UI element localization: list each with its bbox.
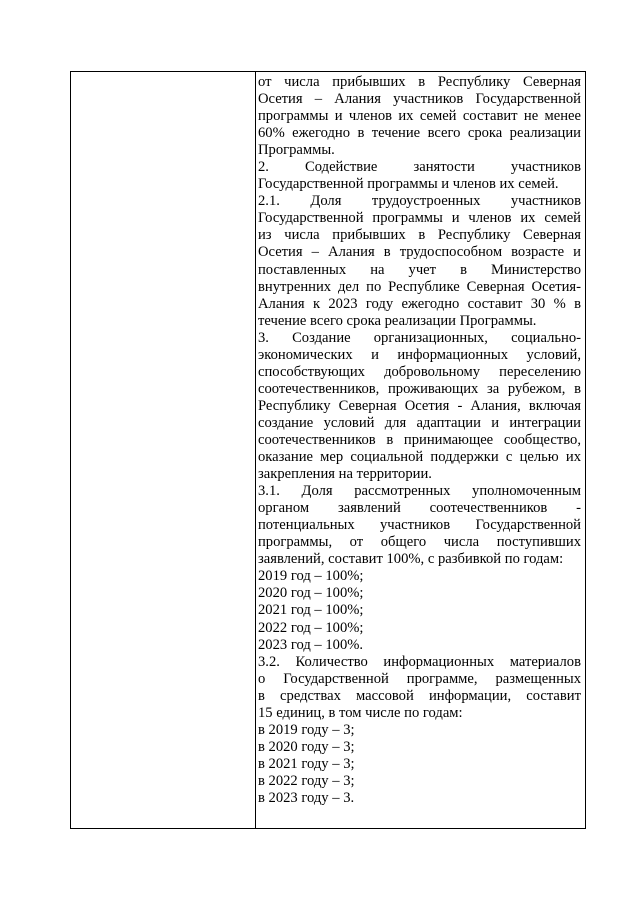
text-line: потенциальных участников Государственной [258,517,581,534]
text-line: Программы. [258,142,335,159]
text-line: внутренних дел по Республике Северная Осетия- [258,278,581,295]
text-line: Республику Северная Осетия - Алания, включая [258,397,581,414]
text-line: Осетия – Алания в трудоспособном возрасте и [258,244,581,261]
text-line: из числа прибывших в Республику Северная [258,227,581,244]
text-line: 3.1. Доля рассмотренных уполномоченным [258,483,581,500]
text-line: способствующих добровольному переселению [258,363,581,380]
text-line: 2021 год – 100%; [258,602,364,619]
text-line: 2020 год – 100%; [258,585,364,602]
text-line: соотечественников в принимающее сообщество, [258,431,581,448]
text-line: Осетия – Алания участников Государственной [258,91,581,108]
text-line: 60% ежегодно в течение всего срока реализации [258,125,581,142]
table-left-column [71,72,256,828]
text-line: программы, от общего числа поступивших [258,534,581,551]
text-line: экономических и информационных условий, [258,346,581,363]
text-line: о Государственной программе, размещенных [258,670,581,687]
text-line: создание условий для адаптации и интеграции [258,414,581,431]
text-line: в 2023 году – 3. [258,789,355,806]
table-right-column [256,72,585,828]
text-line: программы и членов их семей составит не менее [258,108,581,125]
text-line: соотечественников, проживающих за рубежом, в [258,380,581,397]
text-line: 3.2. Количество информационных материалов [258,653,581,670]
text-line: 2022 год – 100%; [258,619,364,636]
text-line: 3. Создание организационных, социально- [258,329,581,346]
text-line: 2. Содействие занятости участников [258,159,581,176]
text-line: в 2022 году – 3; [258,772,355,789]
text-line: в средствах массовой информации, составит [258,687,581,704]
text-line: в 2019 году – 3; [258,721,355,738]
text-line: Государственной программы и членов их семей. [258,176,559,193]
text-line: органом заявлений соотечественников - [258,500,581,517]
text-line: 15 единиц, в том числе по годам: [258,704,463,721]
text-line: от числа прибывших в Республику Северная [258,74,581,90]
text-line: 2023 год – 100%. [258,636,364,653]
text-line: течение всего срока реализации Программы. [258,312,537,329]
text-line: 2.1. Доля трудоустроенных участников [258,193,581,210]
text-line: Алания к 2023 году ежегодно составит 30 % в [258,295,581,312]
text-line: поставленных на учет в Министерство [258,261,581,278]
text-line: Государственной программы и членов их семей [258,210,581,227]
text-line: оказание мер социальной поддержки с целью их [258,449,581,466]
text-line: закрепления на территории. [258,466,432,483]
text-line: заявлений, составит 100%, с разбивкой по годам: [258,551,564,568]
text-line: в 2021 году – 3; [258,755,355,772]
text-line: 2019 год – 100%; [258,568,364,585]
text-line: в 2020 году – 3; [258,738,355,755]
document-table [70,71,586,829]
